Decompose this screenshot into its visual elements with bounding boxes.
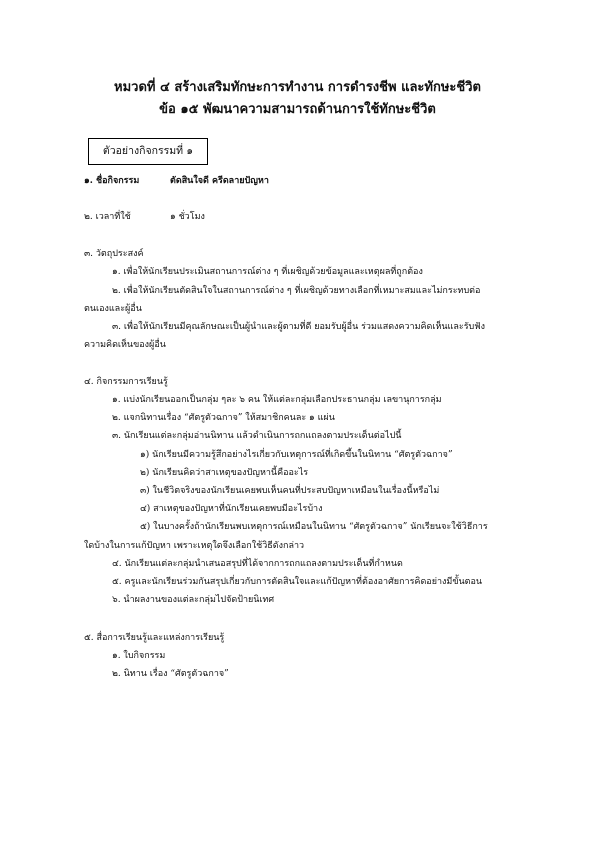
learning-step: ๒. แจกนิทานเรื่อง “ศัตรูตัวฉกาจ” ให้สมาชิกคนละ ๑ แผ่น <box>112 413 335 423</box>
document-title: หมวดที่ ๔ สร้างเสริมทักษะการทำงาน การดำรงชีพ และทักษะชีวิต <box>114 80 481 95</box>
learning-activities-heading: ๔. กิจกรรมการเรียนรู้ <box>84 377 168 387</box>
discussion-question: ๒) นักเรียนคิดว่าสาเหตุของปัญหานี้คืออะไร <box>140 468 309 478</box>
media-item: ๑. ใบกิจกรรม <box>112 651 166 661</box>
objectives-heading: ๓. วัตถุประสงค์ <box>84 249 144 259</box>
learning-step: ๖. นำผลงานของแต่ละกลุ่มไปจัดป้ายนิเทศ <box>112 595 275 605</box>
objective-item: ๑. เพื่อให้นักเรียนประเมินสถานการณ์ต่าง ๆ ที่เผชิญด้วยข้อมูลและเหตุผลที่ถูกต้อง <box>112 267 423 277</box>
discussion-question-continued: ใดบ้างในการแก้ปัญหา เพราะเหตุใดจึงเลือกใช้วิธีดังกล่าว <box>84 541 305 551</box>
objective-item-continued: ความคิดเห็นของผู้อื่น <box>84 340 166 350</box>
objective-item: ๒. เพื่อให้นักเรียนตัดสินใจในสถานการณ์ต่าง ๆ ที่เผชิญด้วยทางเลือกที่เหมาะสมและไม่กระทบต่อ <box>112 286 481 296</box>
learning-step: ๓. นักเรียนแต่ละกลุ่มอ่านนิทาน แล้วดำเนินการถกแถลงตามประเด็นต่อไปนี้ <box>112 431 402 441</box>
activity-example-box: ตัวอย่างกิจกรรมที่ ๑ <box>88 138 208 165</box>
media-heading: ๕. สื่อการเรียนรู้และแหล่งการเรียนรู้ <box>84 633 225 643</box>
time-value: ๑ ชั่วโมง <box>170 212 205 222</box>
discussion-question: ๓) ในชีวิตจริงของนักเรียนเคยพบเห็นคนที่ประสบปัญหาเหมือนในเรื่องนี้หรือไม่ <box>140 486 440 496</box>
document-subtitle: ข้อ ๑๕ พัฒนาความสามารถด้านการใช้ทักษะชีวิต <box>159 102 436 117</box>
discussion-question: ๔) สาเหตุของปัญหาที่นักเรียนเคยพบมีอะไรบ้าง <box>140 504 323 514</box>
learning-step: ๕. ครูและนักเรียนร่วมกันสรุปเกี่ยวกับการตัดสินใจและแก้ปัญหาที่ต้องอาศัยการคิดอย่างมีขั้นตอน <box>112 577 483 587</box>
time-label: ๒. เวลาที่ใช้ <box>84 212 131 222</box>
learning-step: ๑. แบ่งนักเรียนออกเป็นกลุ่ม ๆละ ๖ คน ให้แต่ละกลุ่มเลือกประธานกลุ่ม เลขานุการกลุ่ม <box>112 395 442 405</box>
media-item: ๒. นิทาน เรื่อง “ศัตรูตัวฉกาจ” <box>112 669 229 679</box>
discussion-question: ๕) ในบางครั้งถ้านักเรียนพบเหตุการณ์เหมือนในนิทาน “ศัตรูตัวฉกาจ” นักเรียนจะใช้วิธีการ <box>140 522 488 532</box>
discussion-question: ๑) นักเรียนมีความรู้สึกอย่างไรเกี่ยวกับเหตุการณ์ที่เกิดขึ้นในนิทาน “ศัตรูตัวฉกาจ” <box>140 450 453 460</box>
activity-name-label: ๑. ชื่อกิจกรรม <box>84 176 140 186</box>
objective-item: ๓. เพื่อให้นักเรียนมีคุณลักษณะเป็นผู้นำและผู้ตามที่ดี ยอมรับผู้อื่น ร่วมแสดงความคิดเห็นและรับฟัง <box>112 322 486 332</box>
objective-item-continued: ตนเองและผู้อื่น <box>84 304 142 314</box>
learning-step: ๔. นักเรียนแต่ละกลุ่มนำเสนอสรุปที่ได้จากการถกแถลงตามประเด็นที่กำหนด <box>112 559 403 569</box>
activity-name-value: ตัดสินใจดี ครีดลายปัญหา <box>170 176 269 186</box>
